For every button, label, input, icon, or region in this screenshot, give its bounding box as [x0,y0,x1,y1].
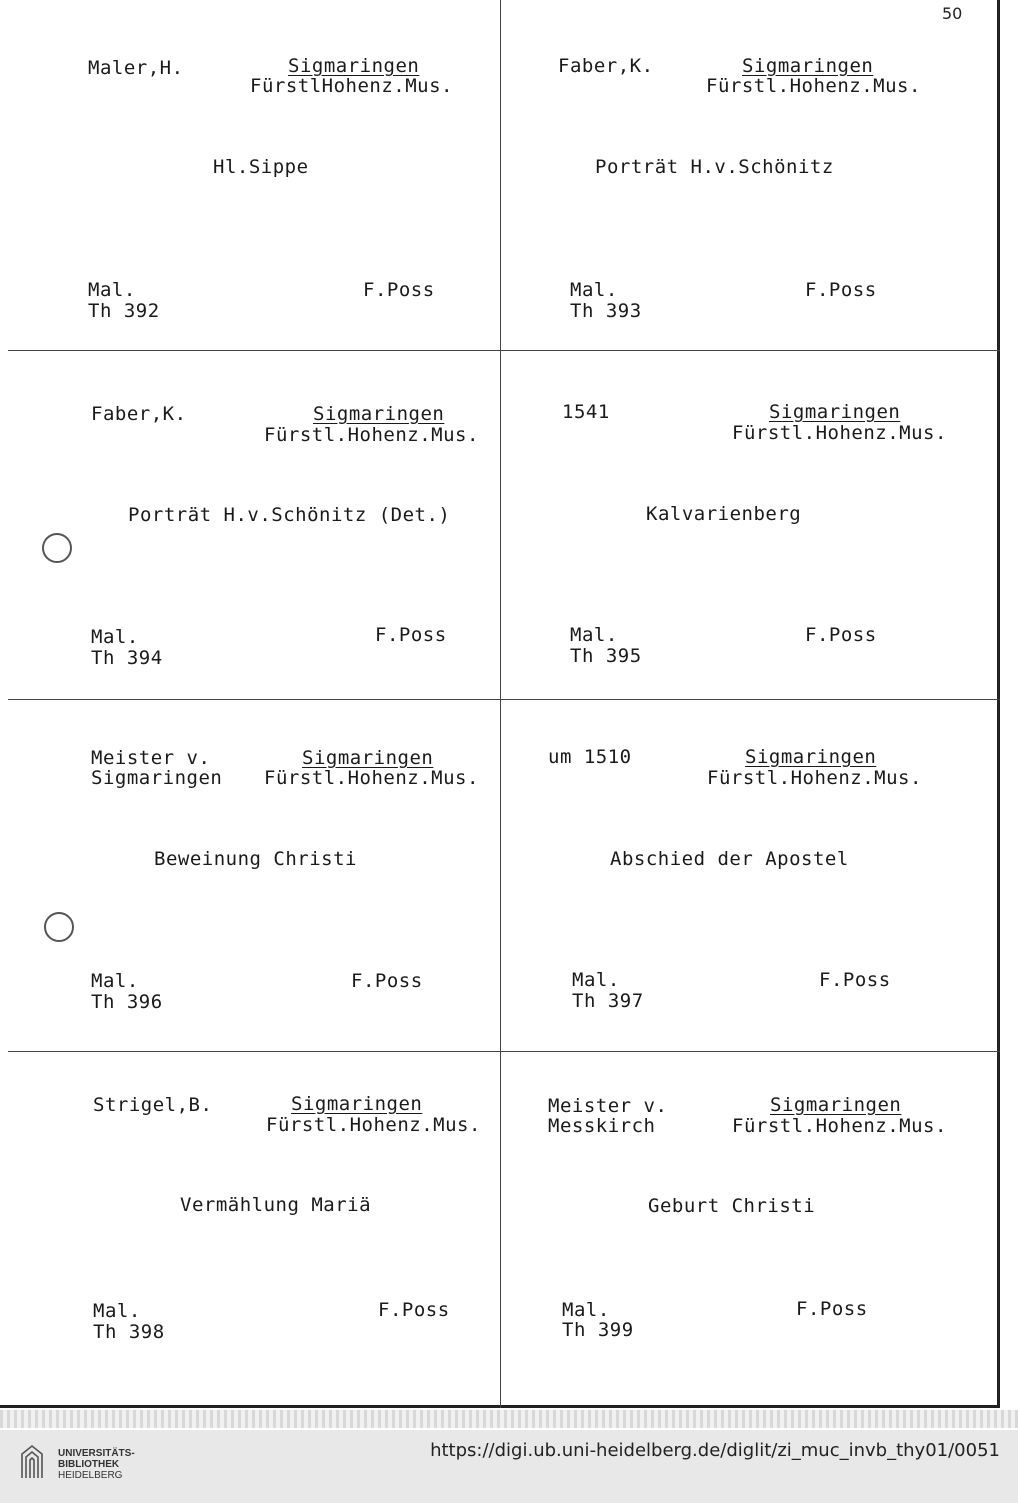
permalink-url[interactable]: https://digi.ub.uni-heidelberg.de/diglit/zi_muc_invb_thy01/0051 [430,1440,1000,1461]
card-category: Mal. [93,1300,141,1322]
card-inventory: Th 396 [91,991,163,1013]
card-museum: Fürstl.Hohenz.Mus. [732,1115,947,1137]
catalog-card [8,700,498,1046]
card-title: Beweinung Christi [154,848,357,870]
footer-bar [0,1430,1018,1503]
card-city: Sigmaringen [291,1093,423,1115]
card-museum: Fürstl.Hohenz.Mus. [707,767,922,789]
card-title: Porträt H.v.Schönitz [595,156,834,178]
card-museum: Fürstl.Hohenz.Mus. [266,1114,481,1136]
logo-line-3: HEIDELBERG [58,1470,123,1481]
card-photographer: F.Poss [378,1299,450,1321]
card-title: Abschied der Apostel [610,848,849,870]
catalog-card [502,700,992,1046]
card-artist: Meister v. [91,747,211,769]
card-museum: Fürstl.Hohenz.Mus. [732,422,947,444]
logo-line-2: BIBLIOTHEK [58,1459,120,1470]
card-category: Mal. [570,279,618,301]
card-inventory: Th 394 [91,647,163,669]
card-museum: Fürstl.Hohenz.Mus. [264,767,479,789]
logo-line-1: UNIVERSITÄTS- [58,1448,135,1459]
card-artist: 1541 [562,401,610,423]
card-city: Sigmaringen [313,403,445,425]
catalog-card [502,1052,992,1398]
card-city: Sigmaringen [742,55,874,77]
card-category: Mal. [570,624,618,646]
card-category: Mal. [91,970,139,992]
card-category: Mal. [91,626,139,648]
card-photographer: F.Poss [805,624,877,646]
card-inventory: Th 392 [88,300,160,322]
card-inventory: Th 398 [93,1321,165,1343]
card-artist: Faber,K. [91,403,187,425]
card-artist-line2: Messkirch [548,1115,656,1137]
column-divider [500,0,501,1408]
card-photographer: F.Poss [375,624,447,646]
card-category: Mal. [88,279,136,301]
card-artist: Strigel,B. [93,1094,213,1116]
card-photographer: F.Poss [796,1298,868,1320]
card-museum: Fürstl.Hohenz.Mus. [264,424,479,446]
card-artist: Maler,H. [88,57,184,79]
card-city: Sigmaringen [745,746,877,768]
card-category: Mal. [572,969,620,991]
library-logo-icon [18,1444,46,1480]
card-museum: FürstlHohenz.Mus. [250,75,453,97]
card-title: Kalvarienberg [646,503,802,525]
card-museum: Fürstl.Hohenz.Mus. [706,75,921,97]
card-artist-line2: Sigmaringen [91,767,223,789]
card-photographer: F.Poss [819,969,891,991]
card-inventory: Th 395 [570,645,642,667]
library-logo-text [58,1448,135,1481]
card-title: Vermählung Mariä [180,1194,372,1216]
card-city: Sigmaringen [769,401,901,423]
card-category: Mal. [562,1299,610,1321]
card-city: Sigmaringen [302,747,434,769]
catalog-card [8,1052,498,1398]
card-inventory: Th 393 [570,300,642,322]
card-photographer: F.Poss [805,279,877,301]
card-inventory: Th 399 [562,1319,634,1341]
card-title: Hl.Sippe [213,156,309,178]
card-city: Sigmaringen [288,55,420,77]
card-artist: Meister v. [548,1095,668,1117]
card-inventory: Th 397 [572,990,644,1012]
catalog-card [502,351,992,697]
card-photographer: F.Poss [351,970,423,992]
card-artist: Faber,K. [558,55,654,77]
card-title: Geburt Christi [648,1195,816,1217]
page-number: 50 [942,4,963,23]
catalog-card [8,0,498,346]
scan-edge-strip [0,1410,1018,1428]
catalog-card [8,351,498,697]
card-artist: um 1510 [548,746,632,768]
card-title: Porträt H.v.Schönitz (Det.) [128,504,451,526]
catalog-card [502,0,992,346]
card-photographer: F.Poss [363,279,435,301]
card-city: Sigmaringen [770,1094,902,1116]
